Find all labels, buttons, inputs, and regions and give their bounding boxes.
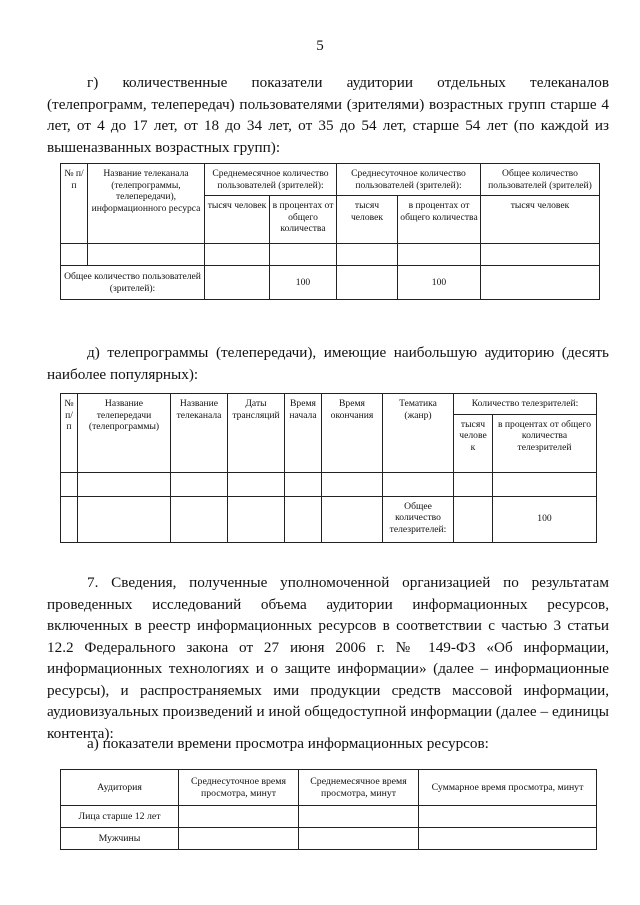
col-header-audience: Аудитория [61,770,179,806]
col-header-end-time: Время окончания [322,394,383,473]
col-header-total-time: Суммарное время просмотра, минут [419,770,597,806]
row-label-over-12: Лица старше 12 лет [61,806,179,828]
viewing-time-table [60,769,597,850]
col-header-number: № п/ п [61,394,78,473]
row-label-men: Мужчины [61,828,179,850]
paragraph-g: г) количественные показатели аудитории отдельных телеканалов (телепрограмм, телепередач) пользователями (зрителями) возрастных групп старше 4 лет, от 4 до 17 лет, от 18 до 34 лет, от 35 до 54 лет, старше 54 лет (по каждой из вышеназванных возрастных групп): [47,74,609,156]
table-row [61,806,597,828]
col-header-monthly: Среднемесячное количество пользователей (зрителей): [205,164,337,196]
col-header-dates: Даты трансляций [228,394,285,473]
col-header-total: Общее количество пользователей (зрителей) [481,164,600,196]
page-number: 5 [316,38,324,54]
sub-header-thousand: тысяч человек [205,196,270,244]
col-header-daily: Среднесуточное количество пользователей (зрителей): [337,164,481,196]
popular-programs-table [60,393,597,543]
col-header-viewers: Количество телезрителей: [454,394,597,415]
sub-header-percent: в процентах от общего количества [398,196,481,244]
total-label: Общее количество пользователей (зрителей): [61,266,205,300]
paragraph-7: 7. Сведения, полученные уполномоченной организацией по результатам проведенных исследований объема аудитории информационных ресурсов, включенных в реестр информационных ресурсов в соответствии с частью 3 статьи 12.2 Федерального закона от 27 июня 2006 г. № 149-ФЗ «Об информации, информационных технологиях и о защите информации» (далее – информационные ресурсы), и распространяемых ими продукции средств массовой информации, аудиовизуальных произведений и иной общедоступной информации (далее – единицы контента): [47,574,609,742]
total-row [61,266,600,300]
paragraph-a: а) показатели времени просмотра информационных ресурсов: [87,735,489,752]
total-daily-percent: 100 [398,266,481,300]
total-row [61,496,597,542]
total-monthly-percent: 100 [270,266,337,300]
col-header-number: № п/п [61,164,88,244]
table-row [61,828,597,850]
col-header-start-time: Время начала [285,394,322,473]
sub-header-total-thousand: тысяч человек [481,196,600,244]
total-percent: 100 [493,496,597,542]
col-header-channel-name: Название телеканала (телепрограммы, телепередачи), информационного ресурса [88,164,205,244]
col-header-daily-time: Среднесуточное время просмотра, минут [179,770,299,806]
col-header-program: Название телепередачи (телепрограммы) [78,394,171,473]
total-label: Общее количество телезрителей: [383,496,454,542]
audience-table [60,163,600,300]
sub-header-percent: в процентах от общего количества [270,196,337,244]
col-header-channel: Название телеканала [171,394,228,473]
sub-header-thousand: тысяч челове к [454,414,493,472]
table-row [61,472,597,496]
sub-header-thousand: тысяч человек [337,196,398,244]
paragraph-d: д) телепрограммы (телепередачи), имеющие наибольшую аудиторию (десять наиболее популярных): [47,344,609,383]
sub-header-percent: в процентах от общего количества телезрителей [493,414,597,472]
col-header-monthly-time: Среднемесячное время просмотра, минут [299,770,419,806]
col-header-theme: Тематика (жанр) [383,394,454,473]
table-row [61,244,600,266]
